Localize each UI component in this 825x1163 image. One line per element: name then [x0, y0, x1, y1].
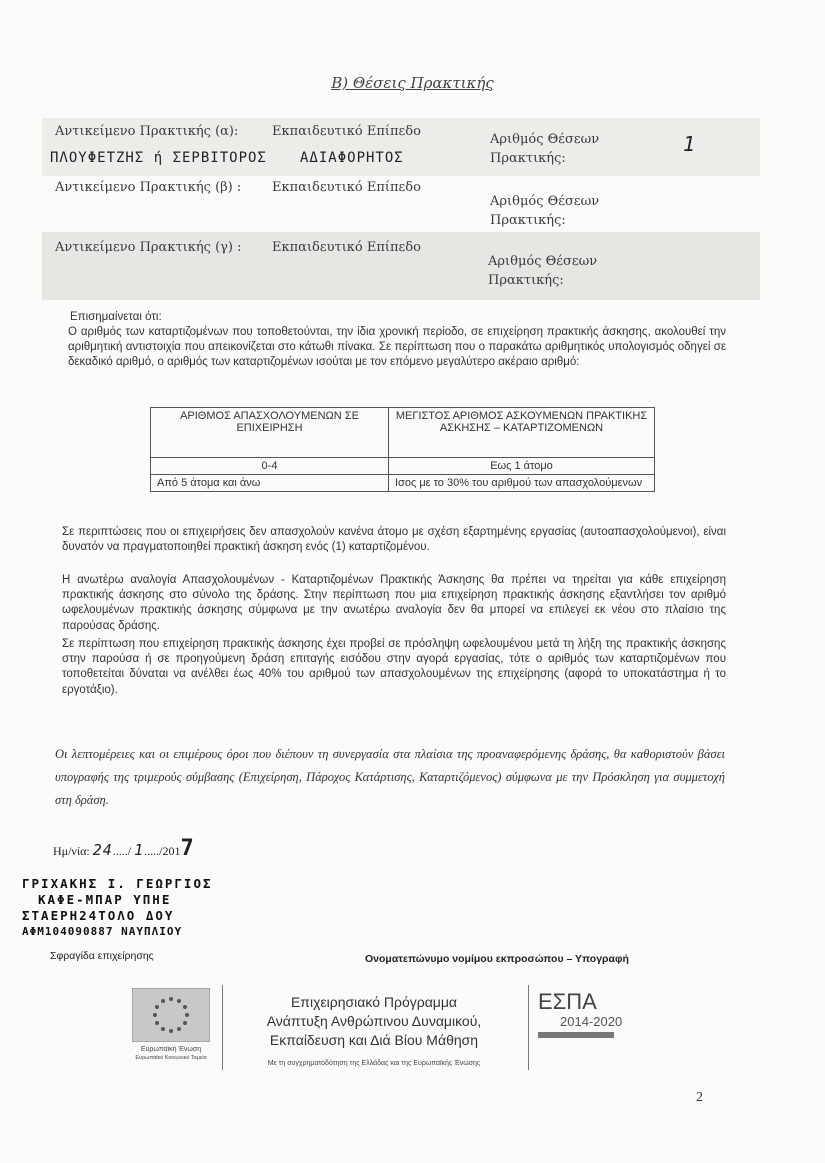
- date-year-prefix: 201: [162, 844, 181, 858]
- table-cell: Ισος με το 30% του αριθμού των απασχολούμενων: [389, 475, 655, 492]
- company-stamp: [22, 876, 213, 940]
- table-row: [151, 458, 655, 475]
- paragraph-ratio-rule: Η ανωτέρω αναλογία Απασχολουμένων - Καταρτιζομένων Πρακτικής Άσκησης θα πρέπει να τηρείται για κάθε επιχείρηση πρακτικής άσκησης στο σύνολο της δράσης. Στην περίπτωση που μια επιχείρηση πρακτικής άσκησης εξαντλήσει τον αριθμό ωφελουμένων πρακτικής άσκησης σύμφωνα με την ανωτέρω αναλογία δεν θα μπορεί να επιλεγεί εκ νέου στο πλαίσιο της παρούσας δράσης.: [62, 574, 726, 632]
- date-year-digit: 7: [180, 836, 195, 861]
- positions-a-value: 1: [683, 132, 697, 156]
- level-a-value: ΑΔΙΑΦΟΡΗΤΟΣ: [300, 150, 404, 166]
- table-header-max-trainees: ΜΕΓΙΣΤΟΣ ΑΡΙΘΜΟΣ ΑΣΚΟΥΜΕΝΩΝ ΠΡΑΚΤΙΚΗΣ ΑΣΚΗΣΗΣ – ΚΑΤΑΡΤΙΖΟΜΕΝΩΝ: [389, 408, 655, 458]
- note-heading: Επισημαίνεται ότι:: [70, 311, 162, 323]
- footer-divider-left: [222, 985, 223, 1070]
- subject-a-value: ΠΛΟΥΦΕΤΖΗΣ ή ΣΕΡΒΙΤΟΡΟΣ: [50, 150, 267, 166]
- positions-b-label: Αριθμός Θέσεων Πρακτικής:: [490, 194, 600, 228]
- level-c-label: Εκπαιδευτικό Επίπεδο: [272, 240, 421, 255]
- subject-a-label: Αντικείμενο Πρακτικής (α):: [55, 124, 239, 139]
- table-cell: 0-4: [151, 458, 389, 475]
- table-row: [151, 475, 655, 492]
- stamp-line-1: ΓΡΙΧΑΚΗΣ Ι. ΓΕΩΡΓΙΟΣ: [22, 876, 213, 891]
- date-month: 1: [134, 841, 145, 859]
- signature-label: Ονοματεπώνυμο νομίμου εκπροσώπου – Υπογραφή: [365, 953, 629, 965]
- table-cell: Από 5 άτομα και άνω: [151, 475, 389, 492]
- paragraph-hiring-exception: Σε περίπτωση που επιχείρηση πρακτικής άσκησης έχει προβεί σε πρόσληψη ωφελουμένου μετά τη λήξη της πρακτικής άσκησης στην παρούσα ή σε προηγούμενη δράση επιταγής εισόδου στην αγορά εργασίας, τότε ο αριθμός των καταρτιζομένων που τοποθετείται δύναται να ανέλθει έως 40% του αριθμού των απασχολουμένων της επιχείρησης (αφορά το υποκατάστημα ή το εργοτάξιο).: [62, 638, 726, 696]
- table-cell: Εως 1 άτομο: [389, 458, 655, 475]
- espa-years: 2014-2020: [560, 1014, 623, 1029]
- page-number: 2: [696, 1090, 703, 1105]
- ratio-table: [150, 407, 655, 492]
- program-line-1: Επιχειρησιακό Πρόγραμμα: [290, 994, 458, 1010]
- date-day: 24: [92, 841, 113, 859]
- eu-label: Ευρωπαϊκή Ένωση: [140, 1046, 202, 1053]
- table-header-employees: ΑΡΙΘΜΟΣ ΑΠΑΣΧΟΛΟΥΜΕΝΩΝ ΣΕ ΕΠΙΧΕΙΡΗΣΗ: [151, 408, 389, 458]
- paragraph-terms: Οι λεπτομέρειες και οι επιμέρους όροι που διέπουν τη συνεργασία στα πλαίσια της προαναφερόμενης δράσης, θα καθοριστούν βάσει υπογραφής της τριμερούς σύμβασης (Επιχείρηση, Πάροχος Κατάρτισης, Καταρτιζόμενος) σύμφωνα με την Πρόσκληση για συμμετοχή στη δράση.: [55, 747, 725, 807]
- subject-c-label: Αντικείμενο Πρακτικής (γ) :: [55, 240, 242, 255]
- paragraph-self-employed: Σε περιπτώσεις που οι επιχειρήσεις δεν απασχολούν κανένα άτομο με σχέση εξαρτημένης εργασίας (αυτοαπασχολούμενοι), είναι δυνατόν να πραγματοποιηθεί πρακτική άσκηση ενός (1) καταρτιζομένου.: [62, 526, 726, 554]
- program-line-3: Εκπαίδευση και Διά Βίου Μάθηση: [269, 1032, 479, 1048]
- date-label: Ημ/νία:: [53, 844, 90, 858]
- section-title: B) Θέσεις Πρακτικής: [331, 74, 494, 92]
- positions-a-label: Αριθμός Θέσεων Πρακτικής:: [490, 132, 600, 166]
- level-b-label: Εκπαιδευτικό Επίπεδο: [272, 180, 421, 195]
- espa-bar-icon: [538, 1032, 614, 1038]
- cofinance-note: Με τη συγχρηματοδότηση της Ελλάδας και της Ευρωπαϊκής Ένωσης: [267, 1060, 481, 1067]
- espa-name: ΕΣΠΑ: [538, 989, 597, 1014]
- date-line: Ημ/νία: 24...../ 1...../2017: [53, 836, 195, 861]
- espa-logo: [538, 990, 638, 1038]
- program-title: [224, 993, 524, 1050]
- eu-flag-icon: [132, 988, 210, 1042]
- esf-label: Ευρωπαϊκό Κοινωνικό Ταμείο: [135, 1055, 207, 1061]
- stamp-line-2: ΚΑΦΕ-ΜΠΑΡ ΥΠΗΕ: [38, 892, 172, 907]
- note-body: Ο αριθμός των καταρτιζομένων που τοποθετούνται, την ίδια χρονική περίοδο, σε επιχείρηση πρακτικής άσκησης, ακολουθεί την αριθμητική αντιστοιχία που απεικονίζεται στο κάτωθι πίνακα. Σε περίπτωση που ο παρακάτω αριθμητικός υπολογισμός οδηγεί σε δεκαδικό αριθμό, ο αριθμός των καταρτιζομένων ισούται με τον επόμενο μεγαλύτερο ακέραιο αριθμό:: [68, 326, 726, 369]
- level-a-label: Εκπαιδευτικό Επίπεδο: [272, 124, 421, 139]
- program-line-2: Ανάπτυξη Ανθρώπινου Δυναμικού,: [266, 1013, 482, 1029]
- subject-b-label: Αντικείμενο Πρακτικής (β) :: [55, 180, 242, 195]
- seal-label: Σφραγίδα επιχείρησης: [50, 950, 154, 962]
- stamp-line-4: ΑΦΜ104090887 ΝΑΥΠΛΙΟΥ: [22, 925, 183, 938]
- stamp-line-3: ΣΤΑΕΡΗ24ΤΟΛΟ ΔΟΥ: [22, 908, 175, 923]
- footer-divider-right: [528, 985, 529, 1070]
- positions-c-label: Αριθμός Θέσεων Πρακτικής:: [488, 254, 598, 288]
- table-row: [151, 408, 655, 458]
